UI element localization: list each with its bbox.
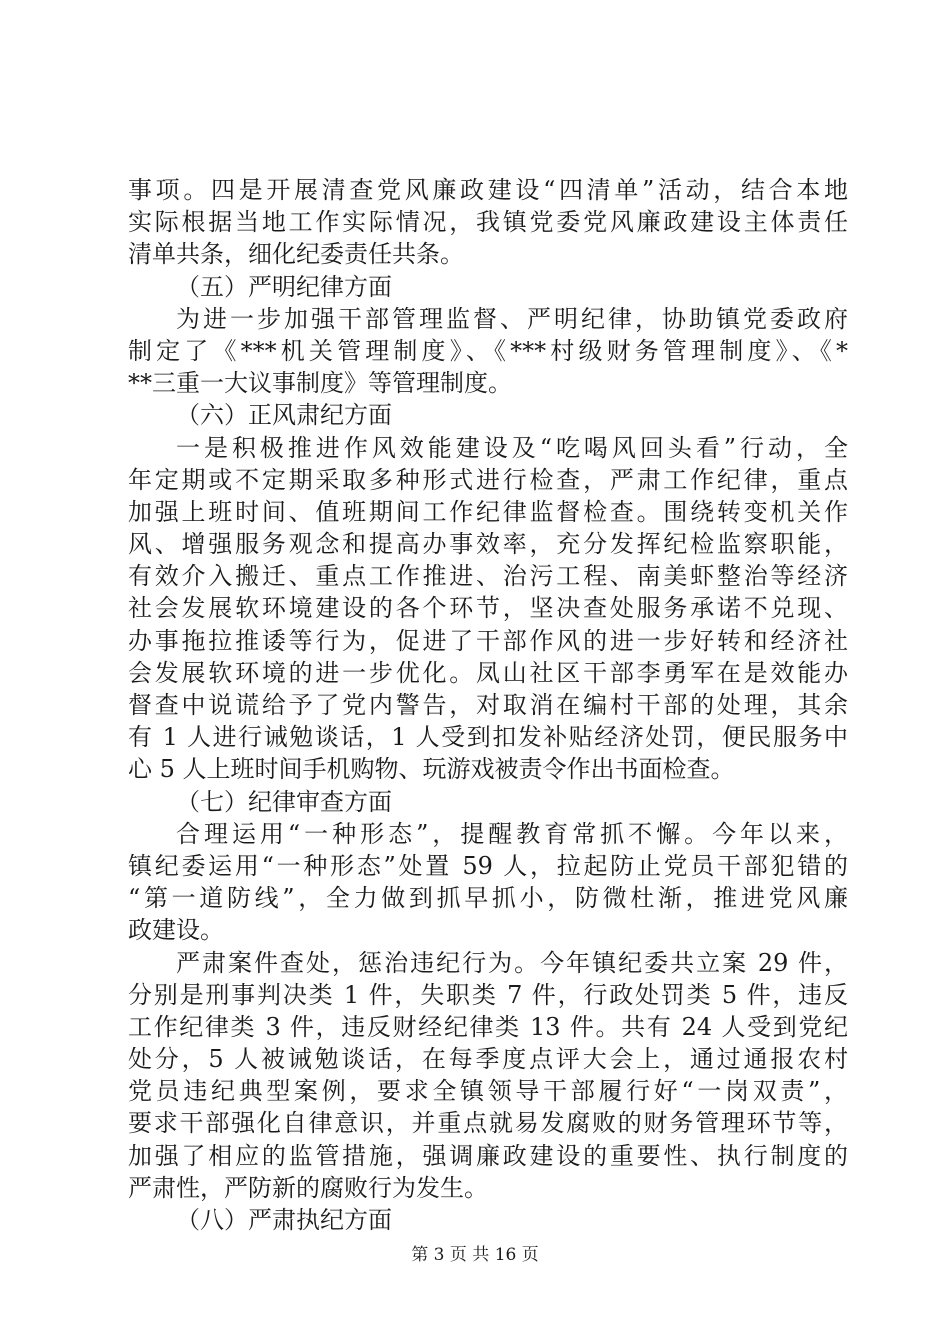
text-line: 风、增强服务观念和提高办事效率，充分发挥纪检监察职能， <box>128 530 848 559</box>
text-line: 处分，5 人被诫勉谈话，在每季度点评大会上，通过通报农村 <box>128 1045 848 1074</box>
section-heading: （五）严明纪律方面 <box>176 272 392 301</box>
text-line: **三重一大议事制度》等管理制度。 <box>128 369 512 398</box>
text-line: 加强了相应的监管措施，强调廉政建设的重要性、执行制度的 <box>128 1141 848 1170</box>
text-line: 为进一步加强干部管理监督、严明纪律，协助镇党委政府 <box>176 304 848 333</box>
text-line: 严肃案件查处，惩治违纪行为。今年镇纪委共立案 29 件， <box>176 948 848 977</box>
text-line: 办事拖拉推诿等行为，促进了干部作风的进一步好转和经济社 <box>128 626 848 655</box>
text-line: 要求干部强化自律意识，并重点就易发腐败的财务管理环节等， <box>128 1109 848 1138</box>
text-line: “第一道防线”，全力做到抓早抓小，防微杜渐，推进党风廉 <box>128 884 848 913</box>
text-line: 心 5 人上班时间手机购物、玩游戏被责令作出书面检查。 <box>128 755 735 784</box>
text-line: 分别是刑事判决类 1 件，失职类 7 件，行政处罚类 5 件，违反 <box>128 980 848 1009</box>
text-line: 党员违纪典型案例，要求全镇领导干部履行好“一岗双责”， <box>128 1077 848 1106</box>
text-line: 工作纪律类 3 件，违反财经纪律类 13 件。共有 24 人受到党纪 <box>128 1012 848 1041</box>
text-line: 社会发展软环境建设的各个环节，坚决查处服务承诺不兑现、 <box>128 594 848 623</box>
text-line: 制定了《***机关管理制度》、《***村级财务管理制度》、《* <box>128 336 848 365</box>
text-line: 一是积极推进作风效能建设及“吃喝风回头看”行动，全 <box>176 433 848 462</box>
text-line: 年定期或不定期采取多种形式进行检查，严肃工作纪律，重点 <box>128 465 848 494</box>
section-heading: （六）正风肃纪方面 <box>176 401 392 430</box>
text-line: 会发展软环境的进一步优化。凤山社区干部李勇军在是效能办 <box>128 658 848 687</box>
text-line: 有 1 人进行诫勉谈话，1 人受到扣发补贴经济处罚，便民服务中 <box>128 723 848 752</box>
page-footer: 第 3 页 共 16 页 <box>411 1245 539 1265</box>
text-line: 督查中说谎给予了党内警告，对取消在编村干部的处理，其余 <box>128 691 848 719</box>
text-line: 有效介入搬迁、重点工作推进、治污工程、南美虾整治等经济 <box>128 562 848 591</box>
section-heading: （七）纪律审查方面 <box>176 787 392 816</box>
text-line: 镇纪委运用“一种形态”处置 59 人，拉起防止党员干部犯错的 <box>128 851 848 880</box>
text-line: 实际根据当地工作实际情况，我镇党委党风廉政建设主体责任 <box>128 208 848 237</box>
text-line: 严肃性，严防新的腐败行为发生。 <box>128 1173 488 1202</box>
text-line: 政建设。 <box>128 916 224 945</box>
section-heading: （八）严肃执纪方面 <box>176 1206 392 1234</box>
document-body <box>128 174 848 1236</box>
text-line: 加强上班时间、值班期间工作纪律监督检查。围绕转变机关作 <box>128 497 848 526</box>
text-line: 清单共条，细化纪委责任共条。 <box>128 240 464 269</box>
text-line: 事项。四是开展清查党风廉政建设“四清单”活动，结合本地 <box>128 176 848 204</box>
text-line: 合理运用“一种形态”，提醒教育常抓不懈。今年以来， <box>176 819 848 848</box>
